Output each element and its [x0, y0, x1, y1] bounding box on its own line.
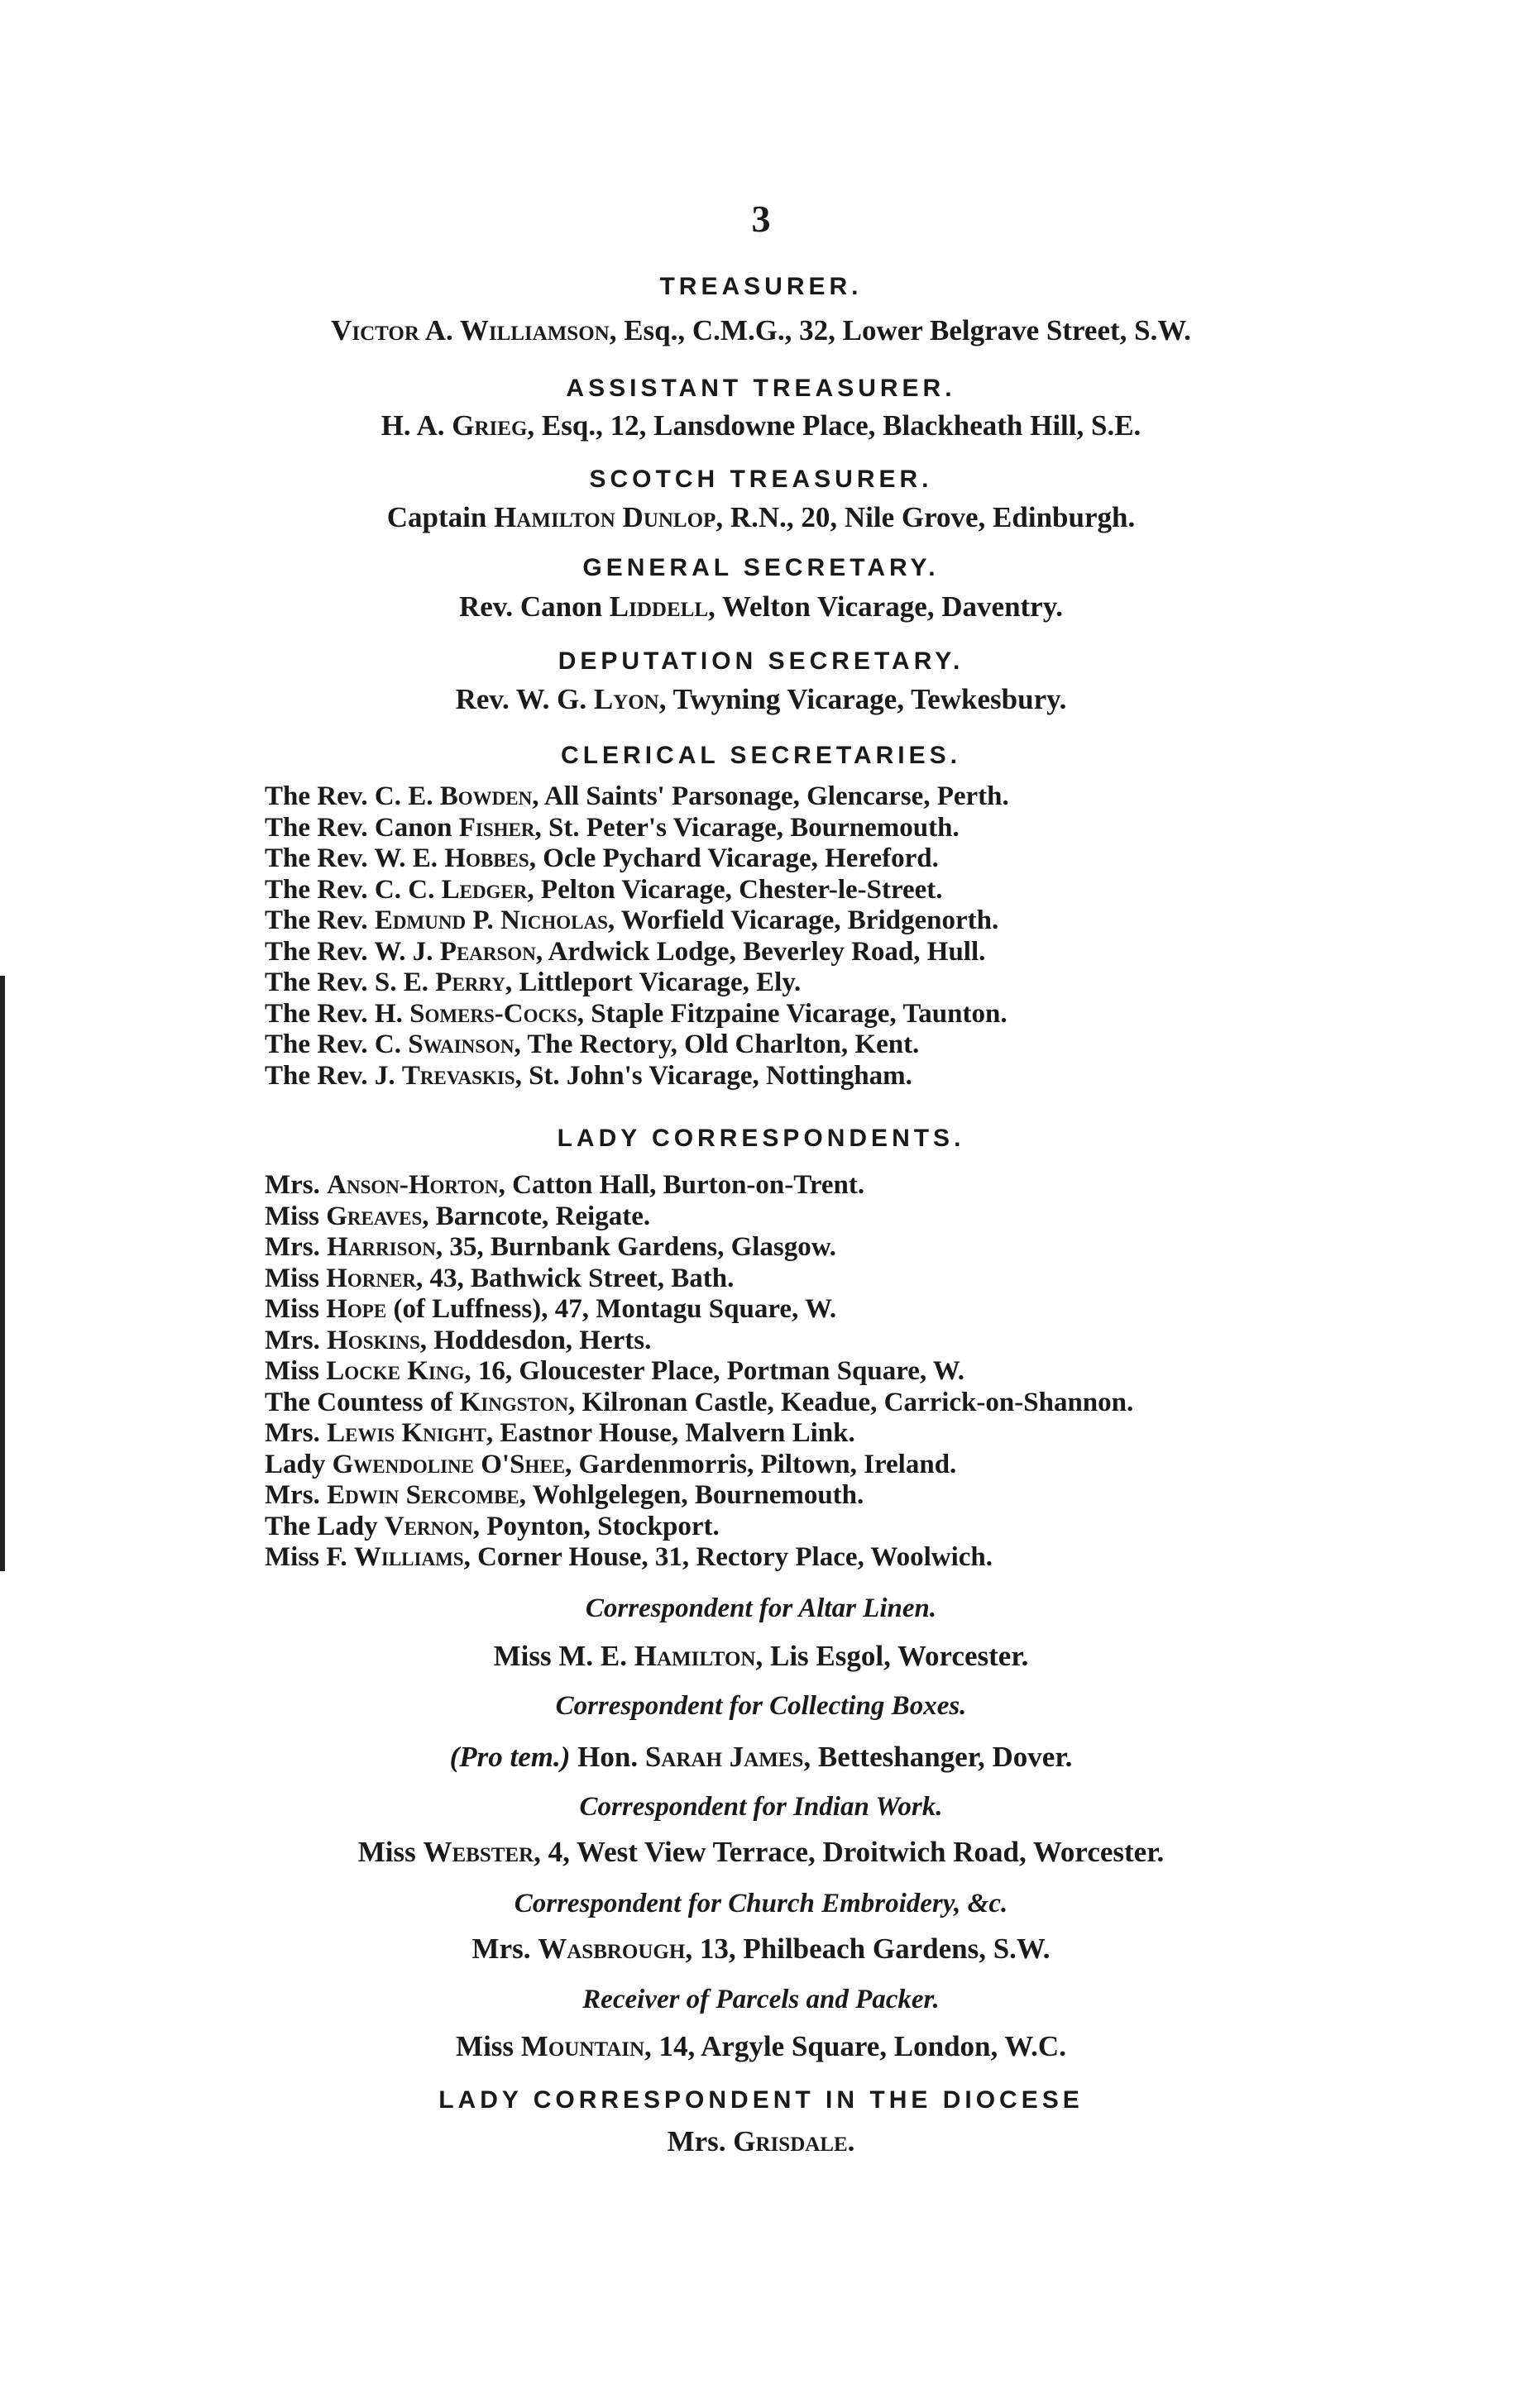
- list-item: The Rev. Canon Fisher, St. Peter's Vicarage, Bournemouth.: [265, 812, 960, 843]
- lady-correspondents-list: [265, 1170, 1133, 1574]
- church-embroidery-line: Mrs. Wasbrough, 13, Philbeach Gardens, S.W.: [471, 1933, 1051, 1965]
- treasurer-heading: TREASURER.: [659, 273, 863, 300]
- list-item: The Rev. C. C. Ledger, Pelton Vicarage, Chester-le-Street.: [265, 874, 943, 905]
- list-item: Mrs. Anson-Horton, Catton Hall, Burton-on-Trent.: [265, 1170, 865, 1200]
- list-item: The Rev. W. E. Hobbes, Ocle Pychard Vicarage, Hereford.: [265, 843, 939, 873]
- list-item: The Countess of Kingston, Kilronan Castle, Keadue, Carrick-on-Shannon.: [265, 1387, 1134, 1417]
- clerical-secretaries-list: [265, 781, 1009, 1092]
- scotch-treasurer-heading: SCOTCH TREASURER.: [589, 466, 933, 493]
- deputation-secretary-name: Lyon: [593, 683, 659, 715]
- scotch-treasurer-name: Hamilton Dunlop: [494, 501, 716, 533]
- deputation-secretary-details: , Twyning Vicarage, Tewkesbury.: [658, 683, 1067, 715]
- list-item: The Rev. W. J. Pearson, Ardwick Lodge, Beverley Road, Hull.: [265, 936, 986, 967]
- treasurer-name: Victor A. Williamson: [331, 314, 610, 346]
- list-item: The Rev. C. E. Bowden, All Saints' Parsonage, Glencarse, Perth.: [265, 781, 1009, 811]
- list-item: The Lady Vernon, Poynton, Stockport.: [265, 1511, 720, 1541]
- parcels-label: Receiver of Parcels and Packer.: [582, 1985, 940, 2014]
- diocese-heading: LADY CORRESPONDENT IN THE DIOCESE: [438, 2086, 1084, 2114]
- list-item: Miss Locke King, 16, Gloucester Place, Portman Square, W.: [265, 1356, 965, 1386]
- scotch-treasurer-line: [0, 501, 1522, 534]
- collecting-boxes-line: (Pro tem.) Hon. Sarah James, Betteshanger, Dover.: [449, 1741, 1073, 1773]
- list-item: Miss Greaves, Barncote, Reigate.: [265, 1201, 651, 1231]
- general-secretary-prefix: Rev. Canon: [458, 590, 610, 623]
- list-item: The Rev. C. Swainson, The Rectory, Old Charlton, Kent.: [265, 1030, 920, 1059]
- collecting-boxes-label: Correspondent for Collecting Boxes.: [555, 1691, 967, 1721]
- assistant-treasurer-name: H. A. Grieg: [380, 409, 528, 442]
- list-item: Mrs. Edwin Sercombe, Wohlgelegen, Bournemouth.: [265, 1480, 864, 1510]
- assistant-treasurer-heading: ASSISTANT TREASURER.: [566, 375, 956, 402]
- list-item: Miss Horner, 43, Bathwick Street, Bath.: [265, 1263, 735, 1293]
- list-item: The Rev. Edmund P. Nicholas, Worfield Vicarage, Bridgenorth.: [265, 905, 999, 935]
- indian-work-line: Miss Webster, 4, West View Terrace, Droitwich Road, Worcester.: [357, 1836, 1165, 1868]
- list-item: The Rev. H. Somers-Cocks, Staple Fitzpaine Vicarage, Taunton.: [265, 998, 1007, 1029]
- scotch-treasurer-prefix: Captain: [386, 501, 495, 533]
- scotch-treasurer-details: , R.N., 20, Nile Grove, Edinburgh.: [716, 501, 1136, 533]
- clerical-secretaries-heading: CLERICAL SECRETARIES.: [561, 742, 961, 769]
- diocese-line: Mrs. Grisdale.: [667, 2125, 855, 2157]
- general-secretary-line: [0, 590, 1522, 624]
- parcels-line: Miss Mountain, 14, Argyle Square, London, W.C.: [456, 2030, 1066, 2062]
- treasurer-line: [0, 314, 1522, 347]
- church-embroidery-label: Correspondent for Church Embroidery, &c.: [514, 1889, 1008, 1918]
- treasurer-details: , Esq., C.M.G., 32, Lower Belgrave Street, S.W.: [609, 314, 1191, 346]
- list-item: Miss F. Williams, Corner House, 31, Rectory Place, Woolwich.: [265, 1542, 993, 1572]
- altar-linen-line: Miss M. E. Hamilton, Lis Esgol, Worcester.: [493, 1640, 1029, 1672]
- list-item: The Rev. S. E. Perry, Littleport Vicarage, Ely.: [265, 967, 802, 997]
- altar-linen-label: Correspondent for Altar Linen.: [585, 1593, 937, 1623]
- list-item: Mrs. Harrison, 35, Burnbank Gardens, Glasgow.: [265, 1232, 837, 1262]
- assistant-treasurer-details: , Esq., 12, Lansdowne Place, Blackheath Hill, S.E.: [527, 409, 1142, 442]
- list-item: The Rev. J. Trevaskis, St. John's Vicarage, Nottingham.: [265, 1060, 912, 1091]
- binding-edge: [0, 976, 5, 1571]
- deputation-secretary-prefix: Rev. W. G.: [455, 683, 594, 715]
- list-item: Miss Hope (of Luffness), 47, Montagu Square, W.: [265, 1294, 837, 1324]
- deputation-secretary-heading: DEPUTATION SECRETARY.: [558, 647, 964, 675]
- general-secretary-name: Liddell: [609, 590, 709, 623]
- list-item: Mrs. Lewis Knight, Eastnor House, Malvern Link.: [265, 1418, 855, 1448]
- assistant-treasurer-line: [0, 409, 1522, 442]
- deputation-secretary-line: [0, 683, 1522, 716]
- page-number: 3: [751, 198, 771, 240]
- general-secretary-heading: GENERAL SECRETARY.: [582, 554, 940, 581]
- list-item: Mrs. Hoskins, Hoddesdon, Herts.: [265, 1325, 652, 1355]
- general-secretary-details: , Welton Vicarage, Daventry.: [708, 590, 1064, 623]
- lady-correspondents-heading: LADY CORRESPONDENTS.: [557, 1125, 965, 1152]
- list-item: Lady Gwendoline O'Shee, Gardenmorris, Piltown, Ireland.: [265, 1449, 957, 1479]
- indian-work-label: Correspondent for Indian Work.: [579, 1792, 943, 1822]
